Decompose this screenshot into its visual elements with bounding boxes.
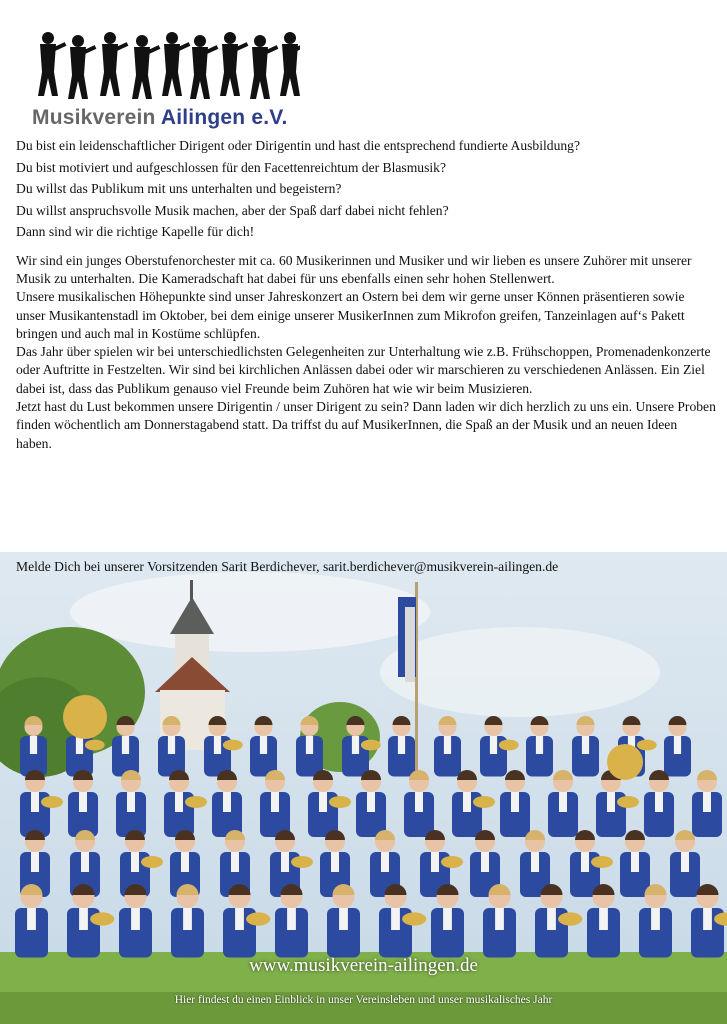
question-line: Du willst das Publikum mit uns unterhalten und begeistern? — [16, 181, 342, 197]
logo-name-part1: Musikverein — [32, 106, 156, 129]
photo-caption: Hier findest du einen Einblick in unser Vereinsleben und unser musikalisches Jahr — [174, 994, 553, 1006]
question-line: Du willst anspruchsvolle Musik machen, aber der Spaß darf dabei nicht fehlen? — [16, 202, 449, 218]
question-line: Dann sind wir die richtige Kapelle für dich! — [16, 224, 255, 240]
question-line: Du bist motiviert und aufgeschlossen für den Facettenreichtum der Blasmusik? — [16, 159, 446, 175]
logo — [30, 28, 300, 133]
contact-line: Melde Dich bei unserer Vorsitzenden Sarit Berdichever, sarit.berdichever@musikverein-ailingen.de — [16, 559, 559, 574]
question-line: Du bist ein leidenschaftlicher Dirigent oder Dirigentin und hast die entsprechend fundierte Ausbildung? — [16, 138, 580, 153]
questions-list — [16, 137, 716, 242]
website-url[interactable]: www.musikverein-ailingen.de — [249, 955, 478, 976]
paragraph-year: Das Jahr über spielen wir bei unterschiedlichsten Gelegenheiten zur Unterhaltung wie z.B. Frühschoppen, Promenadenkonzerte oder Auftritte in Festzelten. Wir sind bei kirchlichen Anlässen dabei oder wir marschieren zu verschiedenen Anlässen. Ein Ziel dabei ist, dass das Publikum genauso viel Freunde beim Zuhören hat wie wir beim Musizieren. — [16, 344, 711, 396]
logo-name-part2: Ailingen e.V. — [160, 106, 288, 129]
ad-text — [16, 137, 716, 453]
logo-text — [32, 106, 288, 130]
musicians-silhouette-icon — [30, 28, 300, 103]
band-photo — [0, 552, 727, 1024]
paragraph-highlights: Unsere musikalischen Höhepunkte sind unser Jahreskonzert an Ostern bei dem wir gerne unser Können präsentieren sowie unser Musikantenstadl im Oktober, bei dem einige unserer MusikerInnen zum Mikrofon greifen, Tanzeinlagen auf‘s Pakett bringen und auch mal in Kostüme schlüpfen. — [16, 289, 685, 341]
band-photo-illustration — [0, 552, 727, 1024]
paragraph-intro: Wir sind ein junges Oberstufenorchester mit ca. 60 Musikerinnen und Musiker und wir lieben es unsere Zuhörer mit unserer Musik zu unterhalten. Die Kameradschaft hat dabei für uns ebenfalls einen sehr hohen Stellenwert. — [16, 252, 692, 286]
paragraph-invitation: Jetzt hast du Lust bekommen unsere Dirigentin / unser Dirigent zu sein? Dann laden wir dich herzlich zu uns ein. Unsere Proben finden wöchentlich am Donnerstagabend statt. Da triffst du auf MusikerInnen, die Spaß an der Musik und an neuen Ideen haben. — [16, 399, 716, 451]
